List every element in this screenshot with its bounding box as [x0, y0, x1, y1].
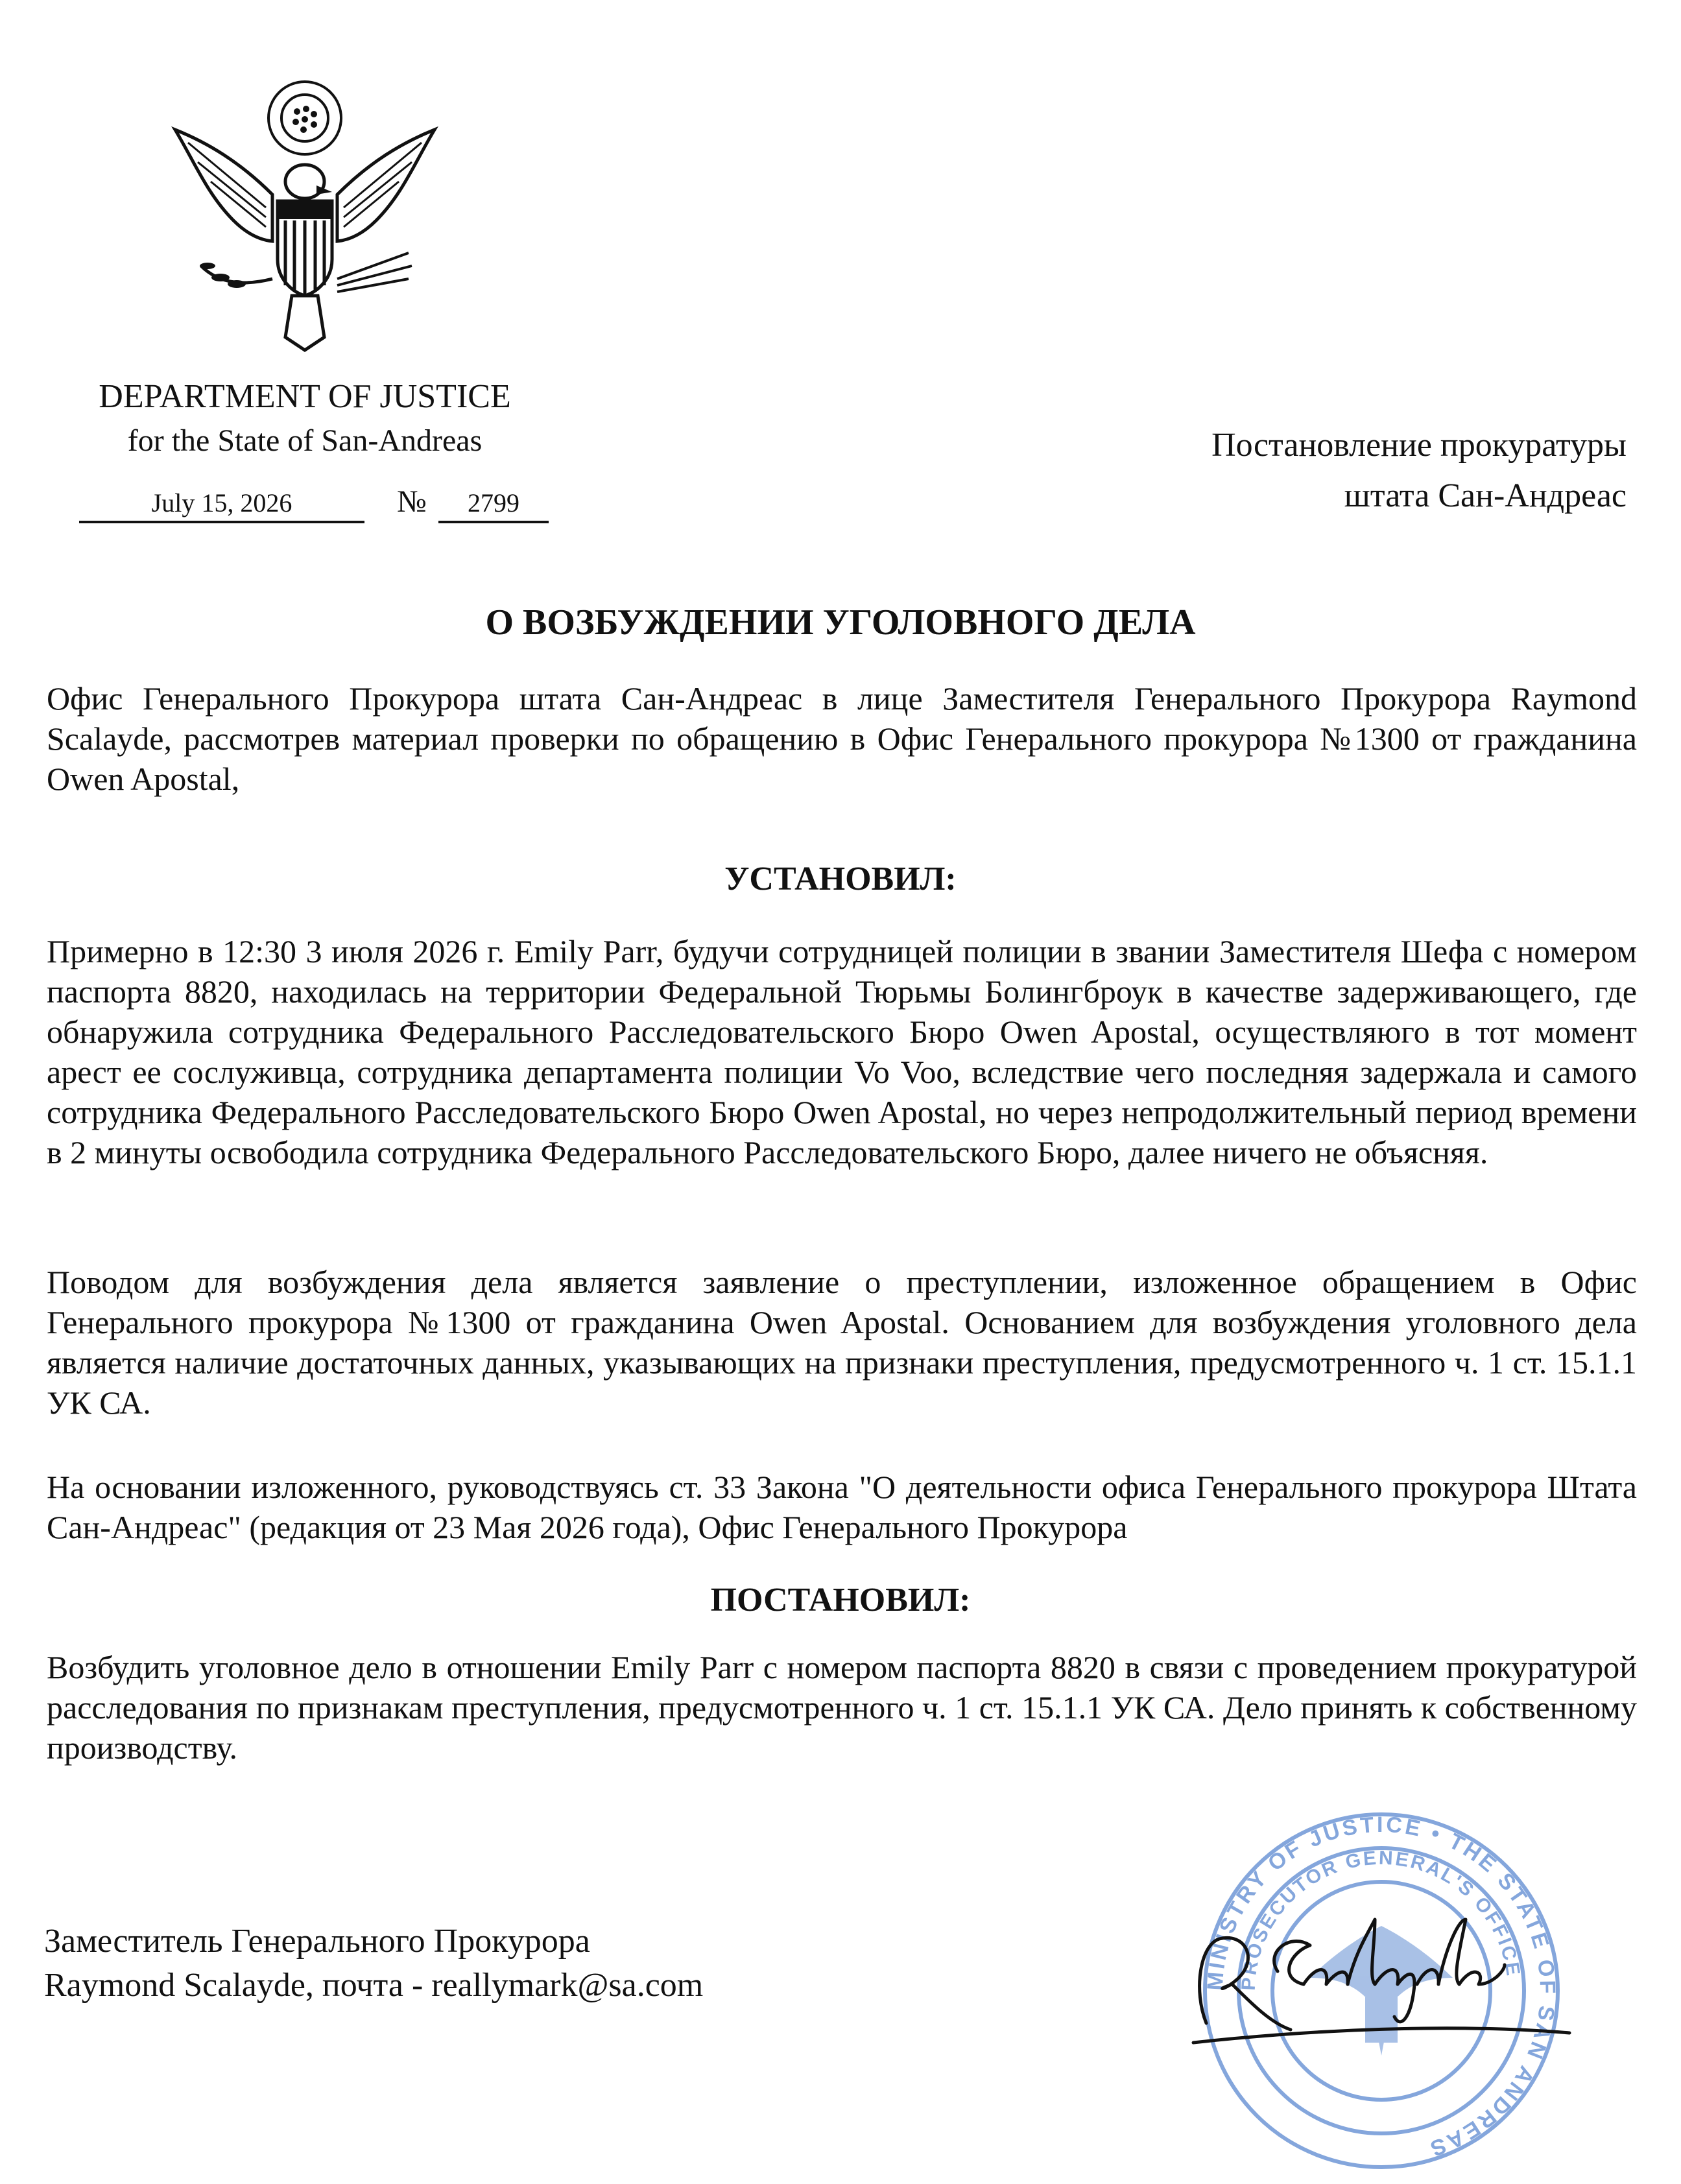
established-heading: УСТАНОВИЛ:	[724, 861, 957, 897]
document-number: 2799	[438, 488, 549, 523]
resolved-paragraph: Возбудить уголовное дело в отношении Emily Parr с номером паспорта 8820 в связи с проведением прокуратурой расследования по признакам преступления, предусмотренного ч. 1 ст. 15.1.1 УК СА. Дело принять к собственному производству.	[47, 1649, 1637, 1766]
intro-paragraph: Офис Генерального Прокурора штата Сан-Андреас в лице Заместителя Генерального Прокурора Raymond Scalayde, рассмотрев материал проверки по обращению в Офис Генерального прокурора №1300 от гражданина Owen Apostal,	[47, 680, 1637, 797]
resolution-header	[1211, 420, 1627, 521]
basis-paragraph: На основании изложенного, руководствуясь ст. 33 Закона "О деятельности офиса Генерального прокурора Штата Сан-Андреас" (редакция от 23 Мая 2026 года), Офис Генерального Прокурора	[47, 1469, 1637, 1545]
date-number-line	[0, 484, 584, 527]
signatory-position: Заместитель Генерального Прокурора	[44, 1923, 590, 1960]
seal-inner-text: PROSECUTOR GENERAL'S OFFICE	[1237, 1847, 1525, 1991]
department-subtitle: for the State of San-Andreas	[127, 423, 483, 458]
document-title: О ВОЗБУЖДЕНИИ УГОЛОВНОГО ДЕЛА	[485, 602, 1196, 643]
resolution-line-1: Постановление прокуратуры	[1211, 427, 1627, 464]
signatory-name-contact: Raymond Scalayde, почта - reallymark@sa.com	[44, 1967, 704, 2004]
department-title: DEPARTMENT OF JUSTICE	[99, 378, 511, 415]
document-date: July 15, 2026	[79, 488, 364, 523]
number-sign: №	[397, 484, 427, 519]
established-paragraph: Примерно в 12:30 3 июля 2026 г. Emily Parr, будучи сотрудницей полиции в звании Заместителя Шефа с номером паспорта 8820, находилась на территории Федеральной Тюрьмы Болингброук в качестве задерживающего, где обнаружила сотрудника Федерального Расследовательского Бюро Owen Apostal, осуществляюго в тот момент арест ее сослуживца, сотрудника департамента полиции Vo Voo, вследствие чего последняя задержала и самого сотрудника Федерального Расследовательского Бюро Owen Apostal, но через непродолжительный период времени в 2 минуты освободила сотрудника Федерального Расследовательского Бюро, далее ничего не объясняя.	[47, 933, 1637, 1170]
handwritten-signature	[1180, 1893, 1582, 2062]
signature-block	[44, 1919, 703, 2008]
grounds-paragraph: Поводом для возбуждения дела является заявление о преступлении, изложенное обращением в Офис Генерального прокурора №1300 от гражданина Owen Apostal. Основанием для возбуждения уголовного дела является наличие достаточных данных, указывающих на признаки преступления, предусмотренного ч. 1 ст. 15.1.1 УК СА.	[47, 1264, 1637, 1421]
great-seal-eagle-emblem	[162, 71, 447, 357]
resolution-line-2: штата Сан-Андреас	[1344, 477, 1627, 514]
seal-outer-text: MINISTRY OF JUSTICE • THE STATE OF SAN ANDREAS	[1202, 1812, 1560, 2162]
resolved-heading: ПОСТАНОВИЛ:	[710, 1582, 971, 1619]
